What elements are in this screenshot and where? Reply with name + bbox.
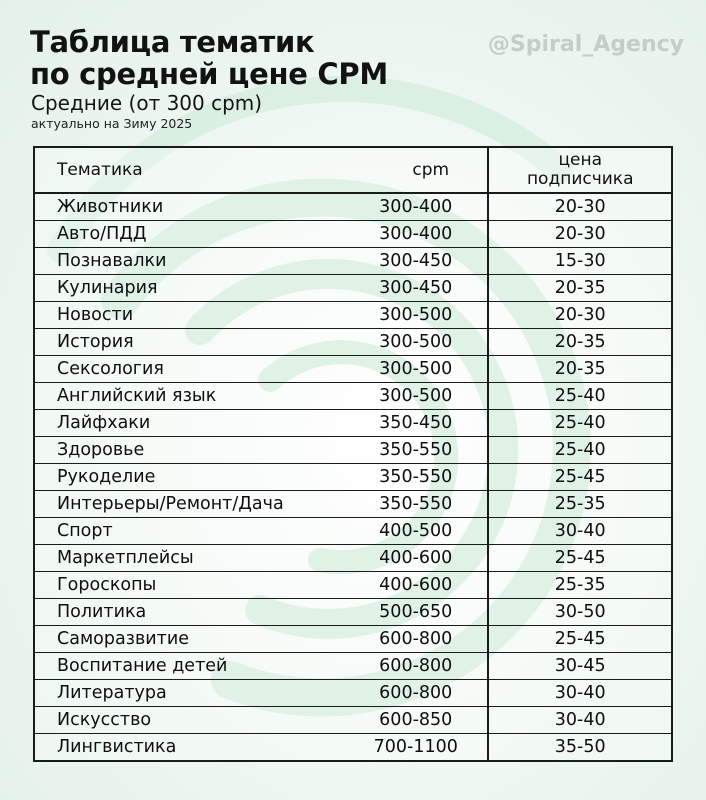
cell-cpm: 300-400: [379, 197, 453, 217]
cell-price: 30-40: [488, 518, 672, 545]
cell-topic: Саморазвитие: [34, 626, 344, 653]
cell-price: 15-30: [488, 248, 672, 275]
cell-topic: История: [34, 329, 344, 356]
table-row: [34, 329, 672, 356]
cell-price: 35-50: [488, 734, 672, 762]
cell-cpm: 300-400: [344, 221, 488, 248]
cell-price: 30-40: [488, 707, 672, 734]
table-row: [34, 734, 672, 762]
table-row: [34, 653, 672, 680]
cell-topic: Новости: [34, 302, 344, 329]
table-row: [34, 302, 672, 329]
table-row: [34, 464, 672, 491]
table-row: [34, 572, 672, 599]
cell-price: 30-45: [488, 653, 672, 680]
cell-price: 25-45: [488, 464, 672, 491]
table-row: [34, 410, 672, 437]
cpm-table: [33, 146, 673, 762]
cell-cpm: 600-800: [344, 653, 488, 680]
watermark-handle: @Spiral_Agency: [487, 32, 684, 57]
table-row: [34, 383, 672, 410]
table-row: [34, 248, 672, 275]
cell-cpm: 300-450: [344, 275, 488, 302]
cell-cpm: 350-550: [344, 437, 488, 464]
cell-price: 25-40: [488, 437, 672, 464]
cell-price: 25-45: [488, 626, 672, 653]
cell-topic: Авто/ПДД: [34, 221, 344, 248]
column-header-topic: Тематика: [34, 147, 344, 193]
cell-price: 25-35: [488, 491, 672, 518]
cell-price: 20-35: [488, 275, 672, 302]
cell-cpm: 300-500: [344, 329, 488, 356]
cell-topic: Интерьеры/Ремонт/Дача: [34, 491, 344, 518]
table-row: [34, 491, 672, 518]
cell-price: 20-30: [488, 302, 672, 329]
cell-topic: Спорт: [34, 518, 344, 545]
cell-cpm: 350-550: [344, 491, 488, 518]
subtitle: Средние (от 300 cpm): [31, 91, 263, 115]
table-row: [34, 356, 672, 383]
cell-price: 25-45: [488, 545, 672, 572]
cell-topic: Кулинария: [34, 275, 344, 302]
cell-cpm: 600-800: [344, 626, 488, 653]
table-body: [34, 193, 672, 761]
cell-topic: Сексология: [34, 356, 344, 383]
cell-price: 25-40: [488, 383, 672, 410]
cell-cpm: 300-500: [344, 383, 488, 410]
column-header-price: [488, 147, 672, 193]
cell-topic: Гороскопы: [34, 572, 344, 599]
table-row: [34, 599, 672, 626]
cell-cpm: 400-600: [344, 572, 488, 599]
cell-price: 30-40: [488, 680, 672, 707]
table-row: [34, 680, 672, 707]
table-row: [34, 221, 672, 248]
cell-cpm: 350-450: [344, 410, 488, 437]
cell-topic: Познавалки: [34, 248, 344, 275]
table-header-row: [34, 147, 672, 193]
cell-price: 20-30: [488, 221, 672, 248]
cell-price: 20-30: [488, 193, 672, 221]
cell-topic: Воспитание детей: [34, 653, 344, 680]
cell-topic: Искусство: [34, 707, 344, 734]
table-row: [34, 545, 672, 572]
table-row: [34, 193, 672, 221]
cell-cpm: 400-600: [344, 545, 488, 572]
cell-cpm: 700-1100: [344, 734, 488, 762]
table-row: [34, 275, 672, 302]
cell-topic: Лингвистика: [34, 734, 344, 762]
column-header-cpm: cpm: [344, 147, 488, 193]
date-note: актуально на Зиму 2025: [31, 116, 193, 131]
cell-topic: Лайфхаки: [34, 410, 344, 437]
page-title: [30, 26, 388, 90]
table-row: [34, 626, 672, 653]
cell-cpm: 300-500: [344, 302, 488, 329]
table-row: [34, 707, 672, 734]
cell-topic: Маркетплейсы: [34, 545, 344, 572]
cell-topic: Английский язык: [34, 383, 344, 410]
price-header-line-2: подписчика: [526, 169, 634, 189]
cell-topic: Рукоделие: [34, 464, 344, 491]
title-line-2: по средней цене CPM: [30, 57, 388, 91]
cell-price: 20-35: [488, 356, 672, 383]
cell-topic: Животники: [57, 197, 164, 217]
cell-cpm: 350-550: [344, 464, 488, 491]
cell-topic: Здоровье: [34, 437, 344, 464]
cell-cpm: 600-800: [344, 680, 488, 707]
cell-cpm: 500-650: [344, 599, 488, 626]
cell-price: 25-35: [488, 572, 672, 599]
cell-cpm: 300-450: [344, 248, 488, 275]
cell-cpm: 300-500: [344, 356, 488, 383]
cell-topic: Литература: [34, 680, 344, 707]
cell-topic: Политика: [34, 599, 344, 626]
cell-price: 20-35: [488, 329, 672, 356]
table-row: [34, 437, 672, 464]
cell-cpm: 400-500: [344, 518, 488, 545]
price-header-line-1: цена: [558, 150, 602, 170]
title-line-1: Таблица тематик: [30, 25, 315, 59]
cell-price: 25-40: [488, 410, 672, 437]
cell-price: 30-50: [488, 599, 672, 626]
cell-cpm: 600-850: [344, 707, 488, 734]
table-row: [34, 518, 672, 545]
